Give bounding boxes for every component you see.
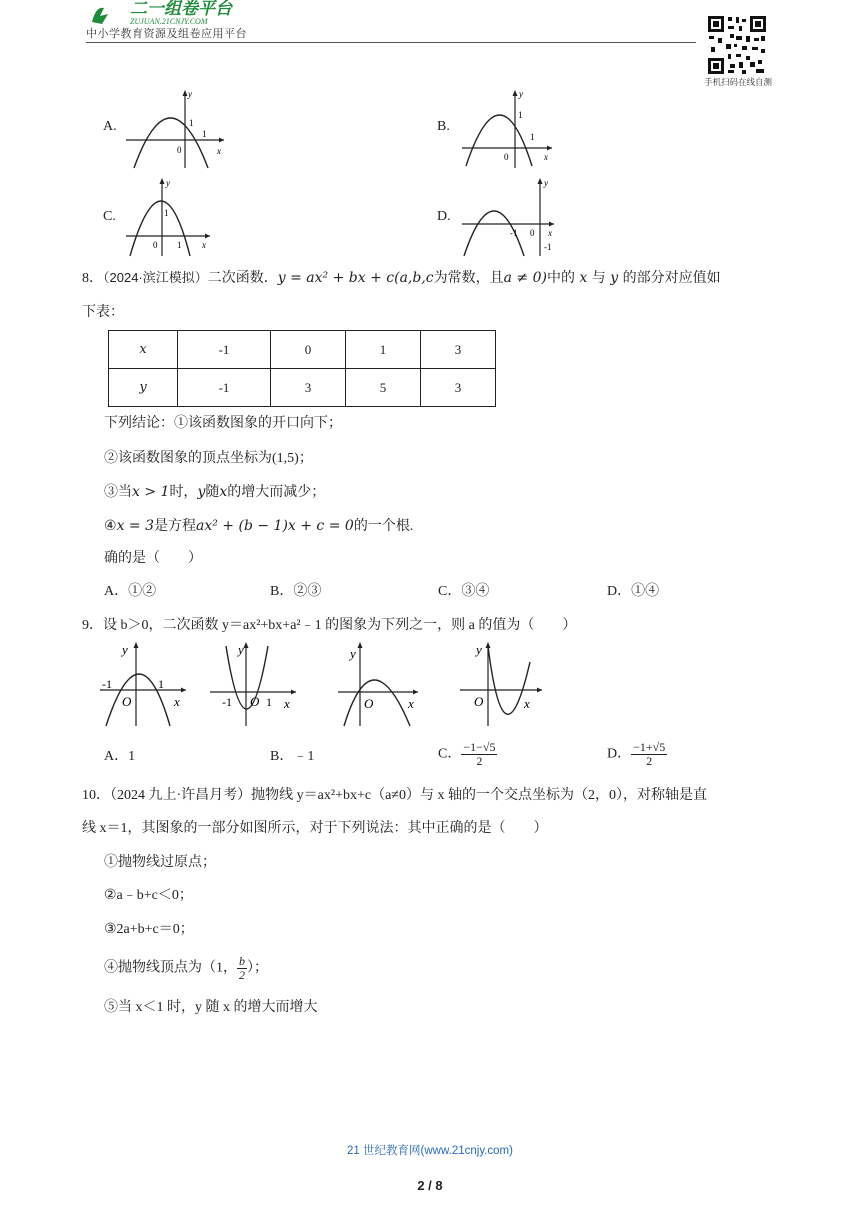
table-cell: 0 (271, 331, 346, 369)
q8-conclusion-3: ③当x > 1时，y随x的增大而减少； (104, 484, 326, 500)
svg-text:y: y (519, 89, 523, 99)
q10-statement-5: ⑤当 x＜1 时，y 随 x 的增大而增大 (104, 1000, 318, 1015)
svg-text:0: 0 (153, 240, 158, 250)
svg-text:-1: -1 (222, 695, 232, 709)
q9-graph-4 (458, 640, 550, 728)
svg-text:0: 0 (530, 228, 535, 238)
svg-text:-1: -1 (544, 242, 552, 252)
q7-option-c-graph (124, 176, 214, 258)
q10-statement-3: ③2a+b+c＝0； (104, 922, 194, 937)
svg-text:O: O (250, 694, 260, 709)
q8-option-a[interactable]: A．①② (104, 584, 157, 599)
svg-text:0: 0 (177, 145, 182, 155)
svg-text:y: y (188, 89, 192, 99)
table-cell: 1 (346, 331, 421, 369)
q9-option-c[interactable]: C． $\frac{-1-√5}{2}$ (438, 740, 496, 768)
q7-option-b-graph (460, 88, 560, 170)
q8-conclusion-1: 下列结论：①该函数图象的开口向下； (104, 416, 342, 431)
svg-text:x: x (544, 152, 548, 162)
q10-statement-4: ④抛物线顶点为（1， $\frac{b}{2}$ ）； (104, 954, 268, 982)
q9-option-b[interactable]: B．﹣1 (270, 749, 315, 764)
svg-text:x: x (202, 240, 206, 250)
table-cell: 3 (271, 369, 346, 407)
svg-text:y: y (166, 178, 170, 188)
q9-option-d[interactable]: D． $\frac{-1+√5}{2}$ (607, 740, 666, 768)
q8-conclusion-4: ④x = 3是方程ax² + (b − 1)x + c = 0的一个根. (104, 518, 414, 534)
svg-text:y: y (476, 642, 482, 657)
page-number: 2 / 8 (417, 1178, 443, 1193)
table-cell: -1 (178, 331, 271, 369)
q8-source: （2024·滨江模拟） (103, 270, 208, 285)
svg-text:x: x (174, 694, 180, 709)
q8-stem-e: 的部分对应值如 (622, 271, 721, 286)
svg-text:O: O (122, 694, 132, 709)
q9-graph-1 (98, 640, 190, 728)
svg-text:y: y (122, 642, 128, 657)
svg-text:x: x (524, 696, 530, 711)
q8-stem-a: 二次函数． (207, 271, 278, 286)
svg-text:x: x (548, 228, 552, 238)
svg-text:1: 1 (164, 208, 169, 218)
svg-text:1: 1 (518, 110, 523, 120)
table-header-x: x (109, 331, 178, 369)
q8-option-b[interactable]: B．②③ (270, 584, 322, 599)
table-cell: 3 (421, 369, 496, 407)
q8-number: 8． (82, 271, 103, 286)
svg-text:x: x (217, 146, 221, 156)
svg-text:y: y (544, 178, 548, 188)
svg-text:x: x (408, 696, 414, 711)
qr-caption: 手机扫码在线自测 (703, 77, 772, 87)
q9-graph-3 (336, 640, 428, 728)
q10-statement-1: ①抛物线过原点； (104, 855, 216, 870)
svg-text:y: y (350, 646, 356, 661)
table-header-y: y (109, 369, 178, 407)
svg-text:-1: -1 (102, 677, 112, 691)
q8-stem-line1: 8．（2024·滨江模拟）二次函数．y = ax² + bx + c(a,b,c为常数，且a ≠ 0)中的 x 与 y 的部分对应值如 (82, 270, 721, 286)
q8-option-d[interactable]: D．①④ (607, 584, 660, 599)
q8-value-table (108, 330, 496, 407)
q9-stem: 9．设 b＞0，二次函数 y＝ax²+bx+a²﹣1 的图象为下列之一，则 a 的值为（ ） (82, 618, 577, 633)
q8-stem-line2: 下表： (82, 305, 124, 320)
svg-text:1: 1 (202, 129, 207, 139)
q10-statement-2: ②a﹣b+c＜0； (104, 888, 193, 903)
table-cell: -1 (178, 369, 271, 407)
q9-graph-2 (208, 640, 300, 728)
svg-text:0: 0 (504, 152, 509, 162)
table-row (109, 369, 496, 407)
q8-stem-c: 中的 (546, 271, 575, 286)
q10-stem-line2: 线 x＝1，其图象的一部分如图所示，对于下列说法：其中正确的是（ ） (82, 821, 548, 836)
q8-cond: a ≠ 0) (503, 270, 547, 286)
svg-text:x: x (284, 696, 290, 711)
table-cell: 3 (421, 331, 496, 369)
q8-conclusion-2: ②该函数图象的顶点坐标为(1,5)； (104, 451, 313, 466)
svg-text:1: 1 (530, 132, 535, 142)
q7-option-c-label: C. (103, 209, 116, 224)
svg-text:O: O (474, 694, 484, 709)
svg-text:1: 1 (266, 695, 272, 709)
table-row (109, 331, 496, 369)
q7-option-a-label: A. (103, 119, 117, 134)
svg-text:1: 1 (158, 677, 164, 691)
q8-formula: y = ax² + bx + c(a,b,c (277, 270, 434, 286)
q8-correct-prompt: 确的是（ ） (104, 551, 202, 566)
svg-text:O: O (364, 696, 374, 711)
q10-stem-line1: 10．（2024 九上·许昌月考）抛物线 y＝ax²+bx+c（a≠0）与 x 轴的一个交点坐标为（2，0），对称轴是直 (82, 788, 707, 803)
q7-option-d-graph (460, 176, 564, 258)
q8-stem-b: 为常数，且 (433, 271, 504, 286)
svg-text:-1: -1 (510, 228, 518, 238)
logo-url: ZUJUAN.21CNJY.COM (130, 17, 208, 26)
qr-code-icon[interactable] (706, 14, 768, 76)
q7-option-d-label: D. (437, 209, 451, 224)
header-divider (86, 42, 696, 43)
q7-option-a-graph (124, 88, 228, 170)
svg-text:1: 1 (189, 118, 194, 128)
svg-text:y: y (238, 642, 244, 657)
svg-text:1: 1 (177, 240, 182, 250)
q8-stem-d: 与 (591, 271, 606, 286)
logo-text: 二一组卷平台 (130, 0, 232, 18)
table-cell: 5 (346, 369, 421, 407)
footer-site-link[interactable]: 21 世纪教育网(www.21cnjy.com) (347, 1145, 513, 1157)
q8-option-c[interactable]: C．③④ (438, 584, 490, 599)
q7-option-b-label: B. (437, 119, 450, 134)
header-subtitle: 中小学教育资源及组卷应用平台 (86, 28, 247, 40)
q9-option-a[interactable]: A．1 (104, 749, 136, 764)
